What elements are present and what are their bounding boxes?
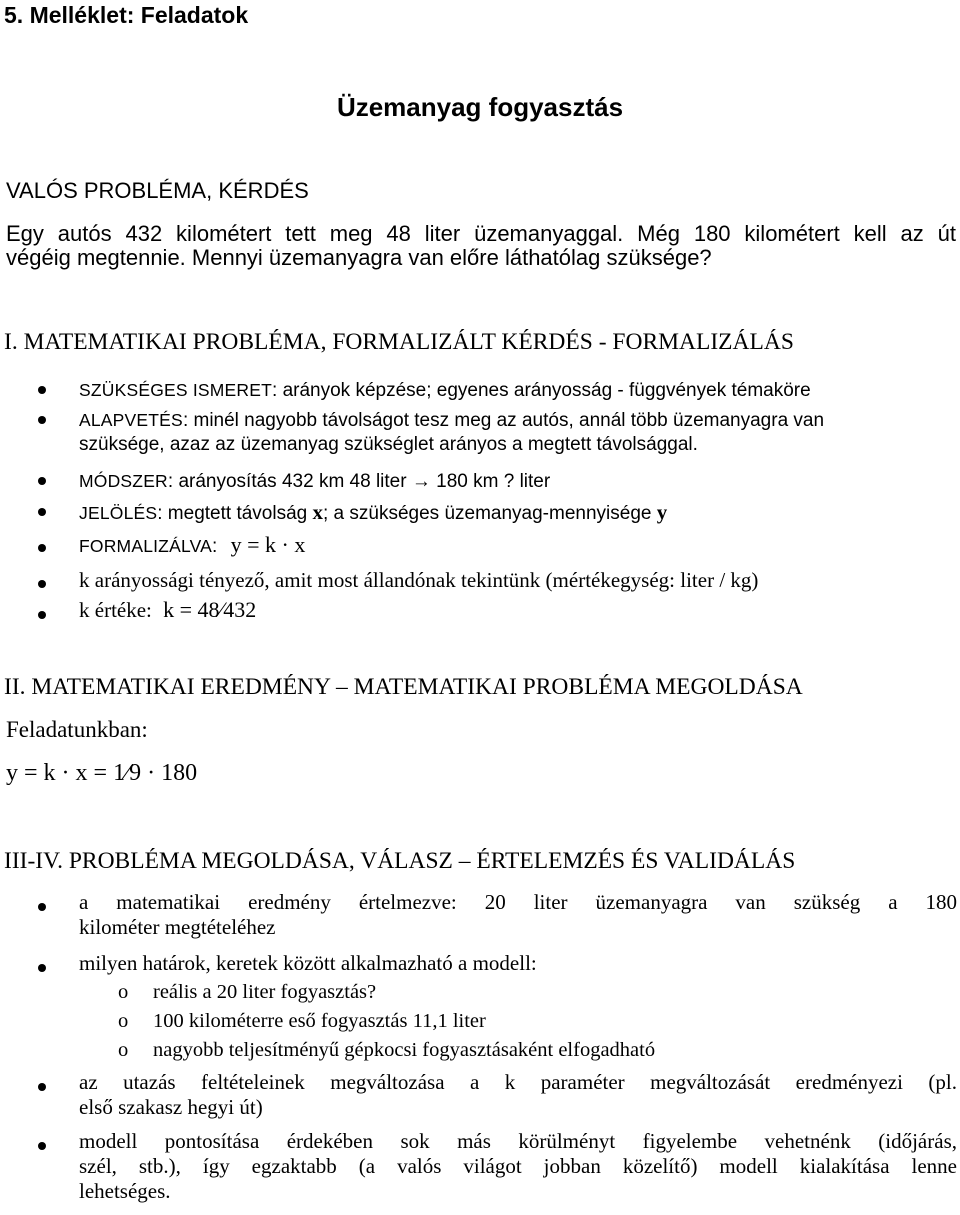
sub-marker: o	[118, 1039, 129, 1061]
utazas-line-2: első szakasz hegyi út)	[79, 1095, 263, 1119]
bullet-icon	[38, 580, 46, 588]
bullet-jeloles	[79, 500, 957, 526]
feladatunkban-label: Feladatunkban:	[6, 717, 148, 742]
modell-line-2: szél, stb.), így egzaktabb (a valós világot jobban közelítő) modell kialakítása lenne	[79, 1154, 957, 1178]
bullet-icon	[38, 477, 46, 485]
section-i-heading: I. MATEMATIKAI PROBLÉMA, FORMALIZÁLT KÉRDÉS - FORMALIZÁLÁS	[4, 329, 794, 355]
section-ii-heading: II. MATEMATIKAI EREDMÉNY – MATEMATIKAI PROBLÉMA MEGOLDÁSA	[4, 674, 803, 700]
modell-line-3: lehetséges.	[79, 1179, 171, 1203]
section-real-heading: VALÓS PROBLÉMA, KÉRDÉS	[6, 178, 309, 203]
sub-item-100km: 100 kilométerre eső fogyasztás 11,1 liter	[153, 1010, 486, 1032]
bullet-icon	[38, 386, 46, 394]
real-problem-line-2: végéig megtennie. Mennyi üzemanyagra van előre láthatólag szüksége?	[6, 245, 712, 270]
bullet-modell	[79, 1129, 957, 1204]
real-problem-line-1: Egy autós 432 kilométert tett meg 48 liter üzemanyaggal. Még 180 kilométert kell az út	[6, 221, 956, 246]
bullet-icon	[38, 1083, 46, 1091]
text-formalizalva: :	[212, 536, 218, 557]
bullet-icon	[38, 508, 46, 516]
eredmeny-line-2: kilométer megtételéhez	[79, 915, 276, 939]
bullet-alapvetes	[79, 408, 957, 457]
bullet-hatarok: milyen határok, keretek között alkalmazható a modell:	[79, 951, 537, 975]
sub-marker: o	[118, 1010, 129, 1032]
real-problem-text	[6, 222, 956, 270]
label-alapvetes: ALAPVETÉS	[79, 410, 183, 430]
bullet-icon	[38, 416, 46, 424]
sub-item-nagyobb: nagyobb teljesítményű gépkocsi fogyasztásaként elfogadható	[153, 1039, 656, 1061]
bullet-eredmeny	[79, 890, 957, 940]
bullet-icon	[38, 611, 46, 619]
section-iii-heading: III-IV. PROBLÉMA MEGOLDÁSA, VÁLASZ – ÉRTELEMZÉS ÉS VALIDÁLÁS	[4, 848, 796, 874]
text-szukseges: : arányok képzése; egyenes arányosság - függvények témaköre	[272, 380, 811, 401]
bullet-formalizalva	[79, 533, 957, 559]
bullet-icon	[38, 964, 46, 972]
bullet-icon	[38, 1142, 46, 1150]
page-header: 5. Melléklet: Feladatok	[4, 2, 249, 28]
page-title: Üzemanyag fogyasztás	[336, 92, 624, 122]
formula-k-value: k = 48⁄432	[163, 597, 257, 622]
result-formula: y = k · x = 1⁄9 · 180	[6, 760, 198, 786]
utazas-line-1: az utazás feltételeinek megváltozása a k paraméter megváltozását eredményezi (pl.	[79, 1070, 957, 1094]
var-y: y	[656, 500, 668, 524]
label-szukseges: SZÜKSÉGES ISMERET	[79, 380, 273, 400]
eredmeny-line-1: a matematikai eredmény értelmezve: 20 liter üzemanyagra van szükség a 180	[79, 890, 957, 914]
bullet-utazas	[79, 1070, 957, 1120]
bullet-k-erteke	[79, 598, 957, 622]
text-alapvetes: : minél nagyobb távolságot tesz meg az autós, annál több üzemanyagra van	[182, 410, 825, 431]
label-modszer: MÓDSZER	[79, 471, 168, 491]
text-jeloles-a: : megtett távolság	[157, 503, 313, 524]
formula-y-kx: y = k · x	[230, 532, 306, 557]
bullet-modszer	[79, 469, 957, 494]
bullet-szukseges	[79, 378, 957, 403]
text-alapvetes-2: szüksége, azaz az üzemanyag szükséglet arányos a megtett távolsággal.	[79, 434, 698, 455]
text-modszer: : arányosítás 432 km 48 liter → 180 km ? liter	[167, 471, 551, 492]
sub-marker: o	[118, 981, 129, 1003]
bullet-k-tenyezo: k arányossági tényező, amit most állandónak tekintünk (mértékegység: liter / kg)	[79, 568, 759, 592]
var-x: x	[312, 500, 323, 524]
label-formalizalva: FORMALIZÁLVA	[79, 536, 213, 556]
text-k-erteke: k értéke:	[79, 598, 152, 622]
label-jeloles: JELÖLÉS	[79, 503, 158, 523]
modell-line-1: modell pontosítása érdekében sok más körülményt figyelembe vehetnénk (időjárás,	[79, 1129, 957, 1153]
sub-item-realis: reális a 20 liter fogyasztás?	[153, 981, 377, 1003]
bullet-icon	[38, 903, 46, 911]
bullet-icon	[38, 544, 46, 552]
text-jeloles-b: ; a szükséges üzemanyag-mennyisége	[323, 503, 657, 524]
